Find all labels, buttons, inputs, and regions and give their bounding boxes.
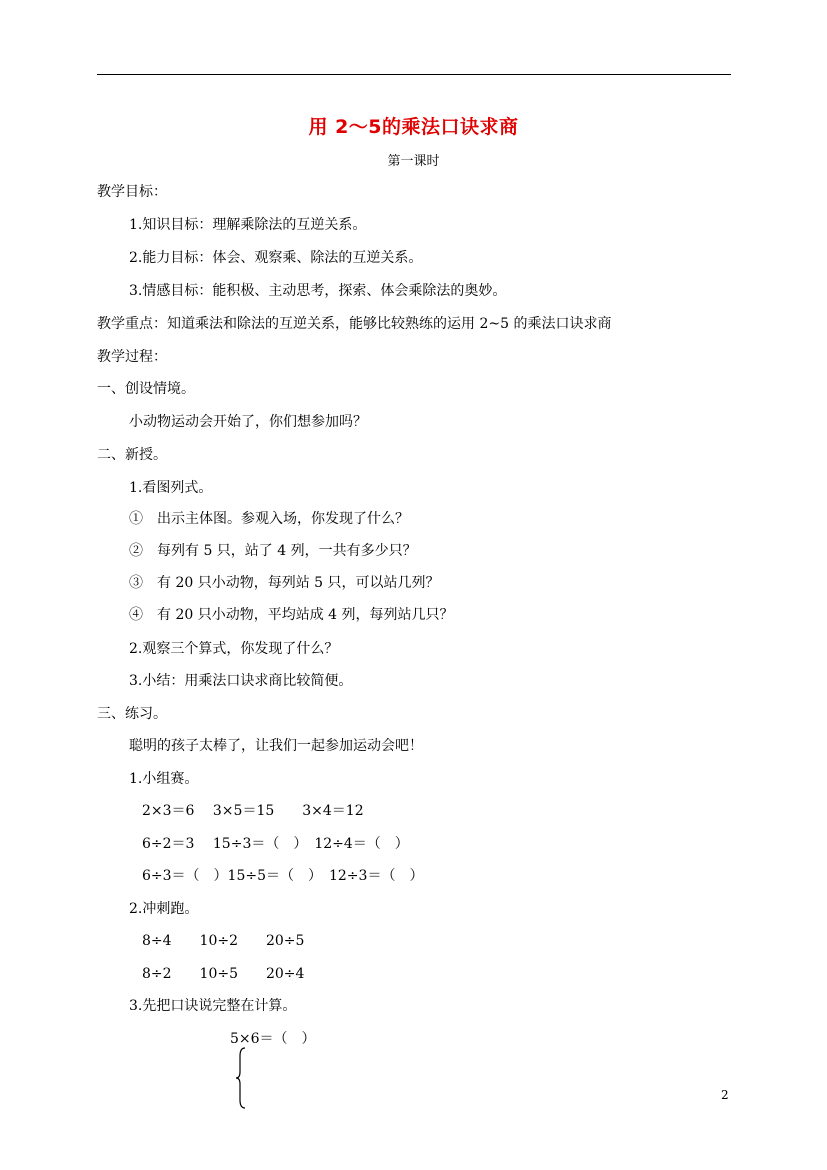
paragraph: 聪明的孩子太棒了，让我们一起参加运动会吧！ xyxy=(129,738,423,754)
section-heading: 教学过程： xyxy=(97,349,167,365)
section-heading: 一、创设情境。 xyxy=(97,381,195,397)
lesson-title: 用 2～5的乘法口诀求商 xyxy=(308,116,519,138)
paragraph: 小动物运动会开始了，你们想参加吗？ xyxy=(129,414,367,430)
exercise-row: 6÷3＝（ ）15÷5＝（ ） 12÷3＝（ ） xyxy=(142,868,424,884)
section-heading: 教学目标： xyxy=(97,184,167,200)
subsection-heading: 1.看图列式。 xyxy=(129,480,213,496)
lesson-subtitle: 第一课时 xyxy=(387,154,440,169)
page-number: 2 xyxy=(721,1088,729,1102)
subsection-heading: 2.观察三个算式，你发现了什么？ xyxy=(129,641,339,657)
curly-brace xyxy=(233,1046,253,1110)
exercise-row: 5×6＝（ ） xyxy=(230,1031,316,1047)
teaching-focus: 教学重点：知道乘法和除法的互逆关系，能够比较熟练的运用 2~5 的乘法口诀求商 xyxy=(97,316,612,332)
subsection-heading: 2.冲刺跑。 xyxy=(129,901,199,917)
exercise-row: 2×3＝6 3×5＝15 3×4＝12 xyxy=(142,803,364,819)
subsection-heading: 1.小组赛。 xyxy=(129,771,199,787)
section-heading: 二、新授。 xyxy=(97,447,167,463)
objective-knowledge: 1.知识目标：理解乘除法的互逆关系。 xyxy=(129,217,367,233)
subsection-heading: 3.先把口诀说完整在计算。 xyxy=(129,998,297,1014)
exercise-row: 6÷2＝3 15÷3＝（ ） 12÷4＝（ ） xyxy=(142,836,409,852)
objective-emotion: 3.情感目标：能积极、主动思考，探索、体会乘除法的奥妙。 xyxy=(129,283,507,299)
exercise-row: 8÷2 10÷5 20÷4 xyxy=(142,966,305,982)
list-item: ① 出示主体图。参观入场，你发现了什么？ xyxy=(129,511,409,527)
header-rule xyxy=(97,74,731,75)
list-item: ② 每列有 5 只，站了 4 列，一共有多少只？ xyxy=(129,543,417,559)
objective-ability: 2.能力目标：体会、观察乘、除法的互逆关系。 xyxy=(129,250,423,266)
list-item: ③ 有 20 只小动物，每列站 5 只，可以站几列？ xyxy=(129,575,440,591)
exercise-row: 8÷4 10÷2 20÷5 xyxy=(142,933,305,949)
section-heading: 三、练习。 xyxy=(97,706,167,722)
subsection-heading: 3.小结：用乘法口诀求商比较简便。 xyxy=(129,673,353,689)
list-item: ④ 有 20 只小动物，平均站成 4 列，每列站几只？ xyxy=(129,607,454,623)
